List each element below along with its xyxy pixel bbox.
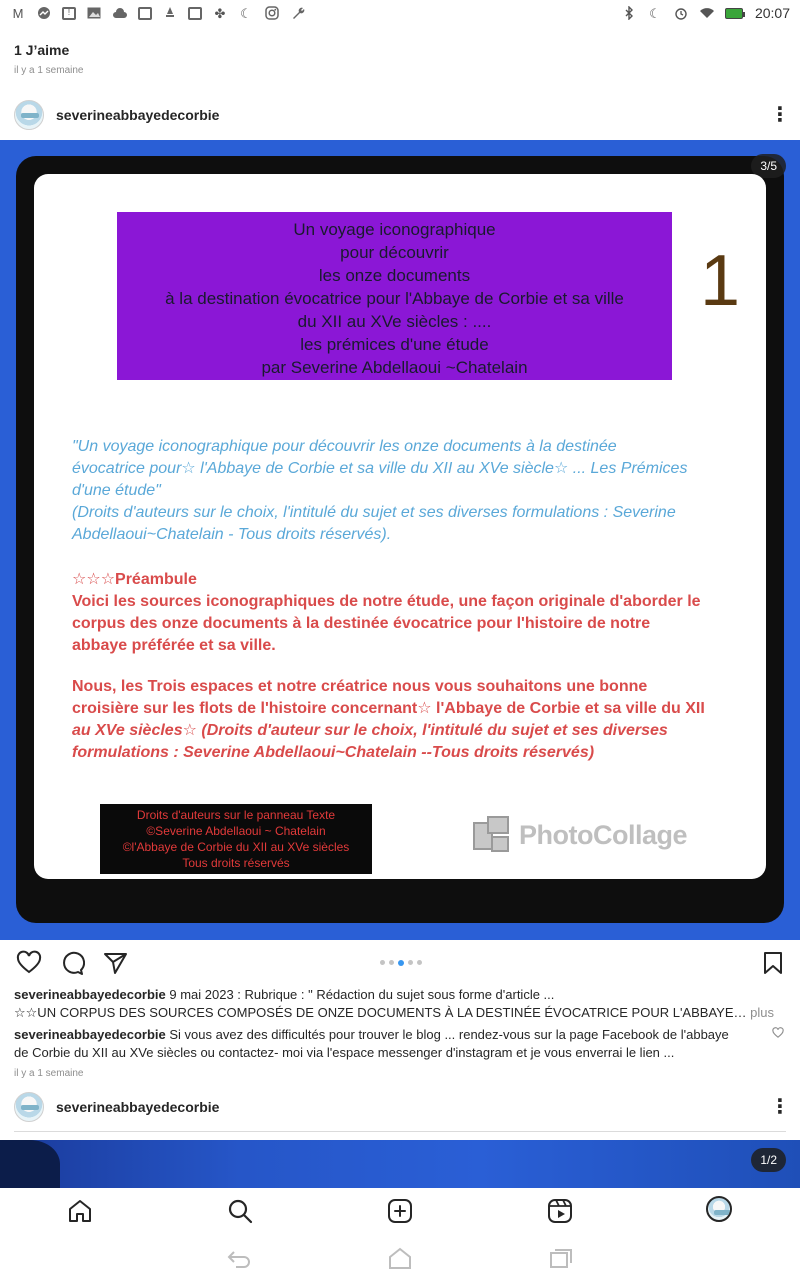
clock: 20:07 bbox=[754, 5, 790, 21]
post-header bbox=[0, 95, 800, 135]
heart-icon[interactable] bbox=[16, 950, 42, 976]
avatar[interactable] bbox=[14, 100, 44, 130]
wish-text bbox=[72, 676, 752, 764]
app-icon bbox=[162, 6, 178, 20]
image-icon bbox=[86, 6, 102, 20]
post-image[interactable] bbox=[0, 1140, 800, 1188]
post-username[interactable]: severineabbayedecorbie bbox=[56, 1099, 220, 1115]
app-icon bbox=[188, 7, 202, 20]
wrench-icon bbox=[290, 6, 306, 20]
comment-username[interactable]: severineabbayedecorbie bbox=[14, 1027, 166, 1042]
subject-line: (Droits d'auteurs sur le choix, l'intitulé du sujet et ses diverses formulations : Severine bbox=[72, 504, 676, 521]
recents-icon[interactable] bbox=[548, 1246, 574, 1270]
preamble-line: Voici les sources iconographiques de notre étude, une façon originale d'aborder le bbox=[72, 593, 701, 610]
subject-line: "Un voyage iconographique pour découvrir les onze documents à la destinée bbox=[72, 438, 617, 455]
comment-icon[interactable] bbox=[59, 950, 85, 976]
notification-icon: ! bbox=[62, 7, 76, 20]
photocollage-watermark bbox=[473, 816, 687, 854]
gmail-icon: M bbox=[12, 5, 24, 21]
preamble-line: ☆☆☆Préambule bbox=[72, 571, 197, 588]
carousel-dot bbox=[417, 960, 422, 965]
copyright-line: Tous droits réservés bbox=[182, 856, 290, 870]
status-bar bbox=[0, 0, 800, 26]
title-line: Un voyage iconographique bbox=[293, 220, 496, 239]
copyright-line: ©Severine Abdellaoui ~ Chatelain bbox=[146, 824, 326, 838]
title-box bbox=[117, 212, 672, 380]
wifi-icon bbox=[699, 6, 715, 20]
title-line: du XII au XVe siècles : .... bbox=[297, 312, 492, 331]
preamble-line: abbaye préférée et sa ville. bbox=[72, 637, 276, 654]
post-username[interactable]: severineabbayedecorbie bbox=[56, 107, 220, 123]
title-line: pour découvrir bbox=[340, 243, 449, 262]
title-line: par Severine Abdellaoui ~Chatelain bbox=[261, 358, 528, 377]
more-options-icon[interactable]: ⋮ bbox=[770, 1096, 790, 1118]
search-icon[interactable] bbox=[227, 1198, 253, 1224]
preamble-text bbox=[72, 569, 752, 657]
back-icon[interactable] bbox=[226, 1246, 252, 1270]
create-icon[interactable] bbox=[387, 1198, 413, 1224]
caption-text: 9 mai 2023 : Rubrique : " Rédaction du sujet sous forme d'article ... bbox=[165, 987, 555, 1002]
cloud-icon bbox=[112, 6, 128, 20]
app-icon bbox=[138, 7, 152, 20]
copyright-line: ©l'Abbaye de Corbie du XII au XVe siècles bbox=[122, 840, 350, 854]
settings-icon: ✤ bbox=[214, 5, 226, 21]
comment bbox=[14, 1025, 774, 1044]
comment-text: Si vous avez des difficultés pour trouver le blog ... rendez-vous sur la page Facebook de l'abbaye bbox=[165, 1027, 729, 1042]
title-line: les prémices d'une étude bbox=[300, 335, 489, 354]
wish-line: formulations : Severine Abdellaoui~Chatelain --Tous droits réservés) bbox=[72, 744, 595, 761]
more-options-icon[interactable]: ⋮ bbox=[770, 104, 790, 126]
caption-text: ☆☆UN CORPUS DES SOURCES COMPOSÉS DE ONZE DOCUMENTS À LA DESTINÉE ÉVOCATRICE POUR L'ABBAYE… bbox=[14, 1005, 747, 1020]
post-actions bbox=[0, 948, 800, 978]
watermark-text: PhotoCollage bbox=[519, 819, 687, 850]
photocollage-logo-icon bbox=[473, 816, 513, 854]
subject-line: d'une étude" bbox=[72, 482, 161, 499]
subject-text bbox=[72, 436, 752, 546]
wish-line: au XVe siècles☆ (Droits d'auteur sur le choix, l'intitulé du sujet et ses diverses bbox=[72, 722, 668, 739]
post-header bbox=[0, 1087, 800, 1127]
messenger-icon bbox=[36, 6, 52, 20]
carousel-counter: 1/2 bbox=[751, 1148, 786, 1172]
comment-like-icon[interactable] bbox=[772, 1026, 784, 1044]
system-status-icons bbox=[621, 5, 790, 21]
share-icon[interactable] bbox=[103, 950, 129, 976]
copyright-box bbox=[100, 804, 372, 874]
carousel-dot bbox=[389, 960, 394, 965]
bluetooth-icon bbox=[621, 6, 637, 20]
home-icon[interactable] bbox=[387, 1246, 413, 1270]
carousel-counter: 3/5 bbox=[751, 154, 786, 178]
panel-number: 1 bbox=[700, 241, 741, 321]
notification-icons bbox=[10, 6, 306, 20]
carousel-dot bbox=[408, 960, 413, 965]
likes-count[interactable]: 1 J’aime bbox=[14, 42, 70, 58]
caption-username[interactable]: severineabbayedecorbie bbox=[14, 987, 166, 1002]
bottom-navigation bbox=[0, 1188, 800, 1234]
wish-line: croisière sur les flots de l'histoire concernant☆ l'Abbaye de Corbie et sa ville du XII bbox=[72, 700, 705, 717]
divider bbox=[14, 1131, 786, 1132]
alarm-icon bbox=[673, 6, 689, 20]
title-line: les onze documents bbox=[318, 266, 471, 285]
more-link[interactable]: plus bbox=[746, 1005, 774, 1020]
home-icon[interactable] bbox=[67, 1198, 93, 1224]
post-time: il y a 1 semaine bbox=[14, 1068, 84, 1079]
bookmark-icon[interactable] bbox=[760, 950, 786, 976]
wish-line: Nous, les Trois espaces et notre créatrice nous vous souhaitons une bonne bbox=[72, 678, 648, 695]
instagram-icon bbox=[264, 6, 280, 20]
profile-avatar[interactable] bbox=[706, 1196, 732, 1222]
carousel-indicator bbox=[380, 960, 422, 966]
carousel-dot bbox=[380, 960, 385, 965]
caption bbox=[14, 985, 774, 1004]
comment-text: de Corbie du XII au XVe siècles ou contactez- moi via l'espace messenger d'instagram et je vous enverrai le lien ... bbox=[14, 1045, 675, 1060]
avatar[interactable] bbox=[14, 1092, 44, 1122]
system-navigation bbox=[0, 1236, 800, 1280]
carousel-dot-active bbox=[398, 960, 404, 966]
do-not-disturb-icon: ☾ bbox=[649, 5, 661, 21]
moon-icon: ☾ bbox=[240, 5, 252, 21]
preamble-line: corpus des onze documents à la destinée évocatrice pour l'histoire de notre bbox=[72, 615, 651, 632]
subject-line: Abdellaoui~Chatelain - Tous droits réservés). bbox=[72, 526, 392, 543]
title-line: à la destination évocatrice pour l'Abbaye de Corbie et sa ville bbox=[165, 289, 624, 308]
copyright-line: Droits d'auteurs sur le panneau Texte bbox=[136, 808, 336, 822]
comment-continued bbox=[14, 1043, 774, 1062]
subject-line: évocatrice pour☆ l'Abbaye de Corbie et sa ville du XII au XVe siècle☆ ... Les Prémices bbox=[72, 460, 688, 477]
reels-icon[interactable] bbox=[547, 1198, 573, 1224]
battery-icon bbox=[725, 8, 743, 19]
post-time: il y a 1 semaine bbox=[14, 65, 84, 76]
caption-continued bbox=[14, 1003, 774, 1022]
